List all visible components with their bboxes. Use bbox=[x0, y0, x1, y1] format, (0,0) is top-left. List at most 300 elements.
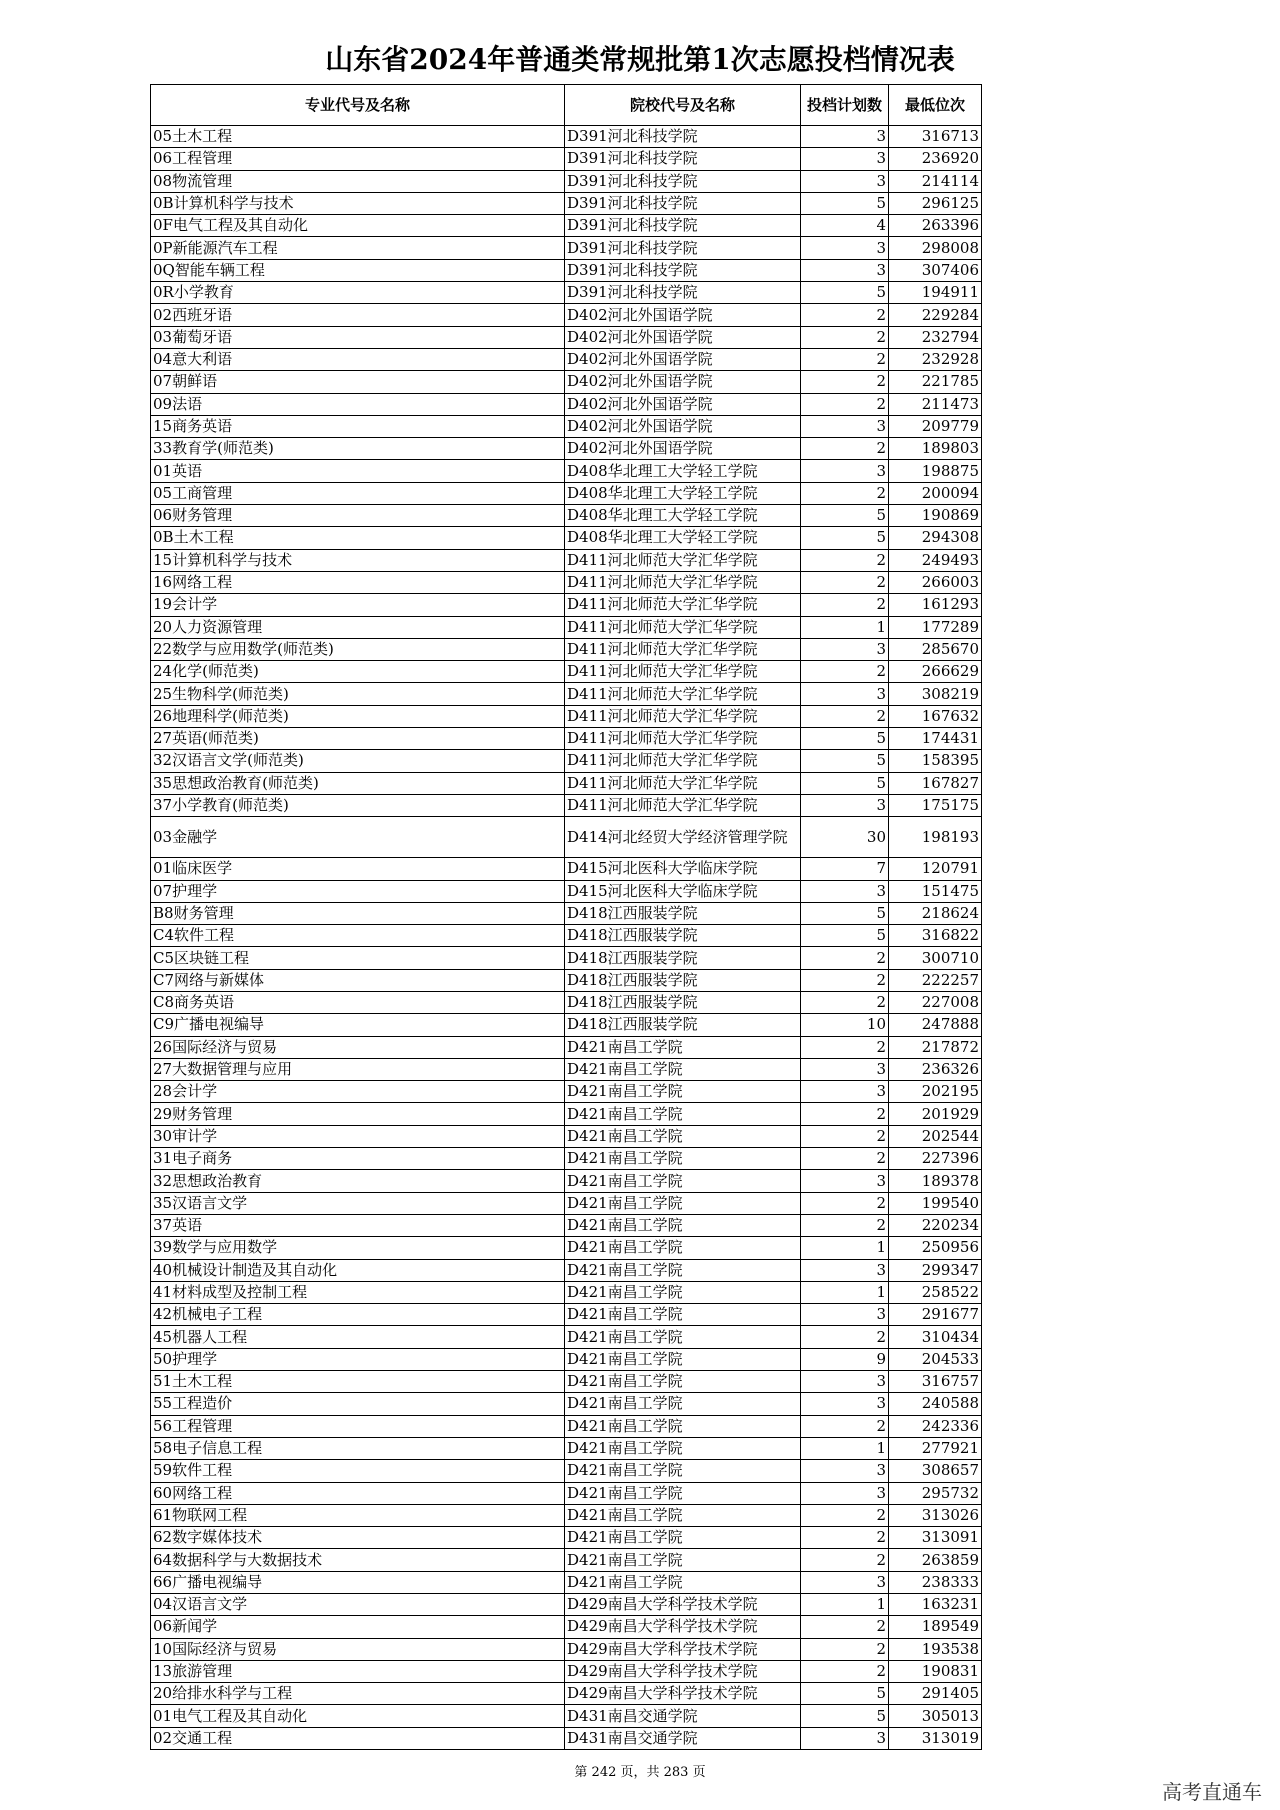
rank-cell: 240588 bbox=[889, 1393, 982, 1415]
table-row bbox=[151, 415, 982, 437]
rank-cell: 232928 bbox=[889, 348, 982, 370]
plan-cell: 2 bbox=[801, 549, 889, 571]
plan-cell: 2 bbox=[801, 1527, 889, 1549]
table-row bbox=[151, 571, 982, 593]
school-cell: D421南昌工学院 bbox=[565, 1192, 801, 1214]
plan-cell: 5 bbox=[801, 925, 889, 947]
table-row bbox=[151, 126, 982, 148]
rank-cell: 266003 bbox=[889, 571, 982, 593]
major-cell: 03葡萄牙语 bbox=[151, 326, 565, 348]
major-cell: C8商务英语 bbox=[151, 991, 565, 1013]
table-row bbox=[151, 1326, 982, 1348]
plan-cell: 2 bbox=[801, 393, 889, 415]
table-row bbox=[151, 880, 982, 902]
table-row bbox=[151, 1683, 982, 1705]
major-cell: C7网络与新媒体 bbox=[151, 969, 565, 991]
plan-cell: 3 bbox=[801, 683, 889, 705]
major-cell: 62数字媒体技术 bbox=[151, 1527, 565, 1549]
school-cell: D418江西服装学院 bbox=[565, 925, 801, 947]
plan-cell: 3 bbox=[801, 638, 889, 660]
plan-cell: 2 bbox=[801, 438, 889, 460]
plan-cell: 3 bbox=[801, 415, 889, 437]
major-cell: 27大数据管理与应用 bbox=[151, 1058, 565, 1080]
table-row bbox=[151, 170, 982, 192]
major-cell: 09法语 bbox=[151, 393, 565, 415]
rank-cell: 175175 bbox=[889, 794, 982, 816]
school-cell: D411河北师范大学汇华学院 bbox=[565, 772, 801, 794]
major-cell: 28会计学 bbox=[151, 1081, 565, 1103]
major-cell: 66广播电视编导 bbox=[151, 1571, 565, 1593]
table-row bbox=[151, 728, 982, 750]
major-cell: 51土木工程 bbox=[151, 1371, 565, 1393]
major-cell: 56工程管理 bbox=[151, 1415, 565, 1437]
table-row bbox=[151, 482, 982, 504]
plan-cell: 3 bbox=[801, 1727, 889, 1749]
table-row bbox=[151, 1594, 982, 1616]
rank-cell: 316822 bbox=[889, 925, 982, 947]
plan-cell: 2 bbox=[801, 1638, 889, 1660]
school-cell: D411河北师范大学汇华学院 bbox=[565, 594, 801, 616]
plan-cell: 7 bbox=[801, 858, 889, 880]
plan-cell: 2 bbox=[801, 1103, 889, 1125]
major-cell: 01英语 bbox=[151, 460, 565, 482]
rank-cell: 277921 bbox=[889, 1437, 982, 1459]
rank-cell: 295732 bbox=[889, 1482, 982, 1504]
header-major: 专业代号及名称 bbox=[151, 85, 565, 126]
header-school: 院校代号及名称 bbox=[565, 85, 801, 126]
major-cell: 35汉语言文学 bbox=[151, 1192, 565, 1214]
rank-cell: 200094 bbox=[889, 482, 982, 504]
plan-cell: 5 bbox=[801, 527, 889, 549]
table-body bbox=[151, 126, 982, 1750]
table-row bbox=[151, 1371, 982, 1393]
major-cell: C5区块链工程 bbox=[151, 947, 565, 969]
major-cell: 29财务管理 bbox=[151, 1103, 565, 1125]
table-row bbox=[151, 969, 982, 991]
school-cell: D431南昌交通学院 bbox=[565, 1727, 801, 1749]
rank-cell: 190831 bbox=[889, 1660, 982, 1682]
school-cell: D408华北理工大学轻工学院 bbox=[565, 460, 801, 482]
rank-cell: 158395 bbox=[889, 750, 982, 772]
major-cell: 25生物科学(师范类) bbox=[151, 683, 565, 705]
rank-cell: 209779 bbox=[889, 415, 982, 437]
table-row bbox=[151, 549, 982, 571]
school-cell: D421南昌工学院 bbox=[565, 1371, 801, 1393]
school-cell: D429南昌大学科学技术学院 bbox=[565, 1683, 801, 1705]
school-cell: D421南昌工学院 bbox=[565, 1348, 801, 1370]
plan-cell: 3 bbox=[801, 460, 889, 482]
major-cell: 0Q智能车辆工程 bbox=[151, 259, 565, 281]
school-cell: D429南昌大学科学技术学院 bbox=[565, 1638, 801, 1660]
rank-cell: 189378 bbox=[889, 1170, 982, 1192]
major-cell: 32汉语言文学(师范类) bbox=[151, 750, 565, 772]
school-cell: D391河北科技学院 bbox=[565, 148, 801, 170]
major-cell: 35思想政治教育(师范类) bbox=[151, 772, 565, 794]
rank-cell: 291405 bbox=[889, 1683, 982, 1705]
plan-cell: 10 bbox=[801, 1014, 889, 1036]
table-row bbox=[151, 1192, 982, 1214]
school-cell: D411河北师范大学汇华学院 bbox=[565, 638, 801, 660]
rank-cell: 221785 bbox=[889, 371, 982, 393]
major-cell: 01电气工程及其自动化 bbox=[151, 1705, 565, 1727]
plan-cell: 2 bbox=[801, 969, 889, 991]
rank-cell: 227396 bbox=[889, 1148, 982, 1170]
school-cell: D402河北外国语学院 bbox=[565, 326, 801, 348]
rank-cell: 296125 bbox=[889, 192, 982, 214]
plan-cell: 3 bbox=[801, 170, 889, 192]
major-cell: 13旅游管理 bbox=[151, 1660, 565, 1682]
plan-cell: 2 bbox=[801, 371, 889, 393]
rank-cell: 316713 bbox=[889, 126, 982, 148]
rank-cell: 204533 bbox=[889, 1348, 982, 1370]
plan-cell: 5 bbox=[801, 282, 889, 304]
major-cell: 61物联网工程 bbox=[151, 1504, 565, 1526]
table-row bbox=[151, 1660, 982, 1682]
school-cell: D421南昌工学院 bbox=[565, 1415, 801, 1437]
table-row bbox=[151, 348, 982, 370]
plan-cell: 3 bbox=[801, 1259, 889, 1281]
plan-cell: 30 bbox=[801, 817, 889, 858]
plan-cell: 3 bbox=[801, 1170, 889, 1192]
table-row bbox=[151, 1437, 982, 1459]
major-cell: 58电子信息工程 bbox=[151, 1437, 565, 1459]
watermark-logo: 高考直通车 bbox=[1162, 1780, 1262, 1804]
rank-cell: 310434 bbox=[889, 1326, 982, 1348]
table-row bbox=[151, 438, 982, 460]
school-cell: D408华北理工大学轻工学院 bbox=[565, 505, 801, 527]
major-cell: 60网络工程 bbox=[151, 1482, 565, 1504]
school-cell: D421南昌工学院 bbox=[565, 1125, 801, 1147]
table-row bbox=[151, 1348, 982, 1370]
table-row bbox=[151, 750, 982, 772]
major-cell: 39数学与应用数学 bbox=[151, 1237, 565, 1259]
plan-cell: 2 bbox=[801, 1326, 889, 1348]
rank-cell: 177289 bbox=[889, 616, 982, 638]
table-row bbox=[151, 1415, 982, 1437]
rank-cell: 174431 bbox=[889, 728, 982, 750]
rank-cell: 232794 bbox=[889, 326, 982, 348]
rank-cell: 218624 bbox=[889, 902, 982, 924]
school-cell: D411河北师范大学汇华学院 bbox=[565, 616, 801, 638]
table-row bbox=[151, 1616, 982, 1638]
school-cell: D408华北理工大学轻工学院 bbox=[565, 482, 801, 504]
rank-cell: 201929 bbox=[889, 1103, 982, 1125]
major-cell: 55工程造价 bbox=[151, 1393, 565, 1415]
table-row bbox=[151, 1571, 982, 1593]
school-cell: D415河北医科大学临床学院 bbox=[565, 880, 801, 902]
school-cell: D391河北科技学院 bbox=[565, 192, 801, 214]
school-cell: D421南昌工学院 bbox=[565, 1170, 801, 1192]
rank-cell: 120791 bbox=[889, 858, 982, 880]
page-title: 山东省2024年普通类常规批第1次志愿投档情况表 bbox=[325, 43, 955, 76]
school-cell: D421南昌工学院 bbox=[565, 1237, 801, 1259]
major-cell: 06财务管理 bbox=[151, 505, 565, 527]
table-row bbox=[151, 215, 982, 237]
plan-cell: 2 bbox=[801, 1549, 889, 1571]
rank-cell: 242336 bbox=[889, 1415, 982, 1437]
table-row bbox=[151, 1705, 982, 1727]
table-header-row bbox=[151, 85, 982, 126]
table-row bbox=[151, 1259, 982, 1281]
plan-cell: 3 bbox=[801, 880, 889, 902]
school-cell: D408华北理工大学轻工学院 bbox=[565, 527, 801, 549]
major-cell: 37小学教育(师范类) bbox=[151, 794, 565, 816]
school-cell: D391河北科技学院 bbox=[565, 282, 801, 304]
table-row bbox=[151, 282, 982, 304]
plan-cell: 3 bbox=[801, 148, 889, 170]
plan-cell: 5 bbox=[801, 750, 889, 772]
page-footer: 第 242 页，共 283 页 bbox=[574, 1765, 706, 1780]
plan-cell: 3 bbox=[801, 1081, 889, 1103]
table-row bbox=[151, 192, 982, 214]
plan-cell: 2 bbox=[801, 1036, 889, 1058]
table-row bbox=[151, 1081, 982, 1103]
plan-cell: 1 bbox=[801, 1281, 889, 1303]
plan-cell: 5 bbox=[801, 1683, 889, 1705]
major-cell: 15商务英语 bbox=[151, 415, 565, 437]
major-cell: 0B土木工程 bbox=[151, 527, 565, 549]
school-cell: D421南昌工学院 bbox=[565, 1549, 801, 1571]
plan-cell: 2 bbox=[801, 1616, 889, 1638]
school-cell: D402河北外国语学院 bbox=[565, 304, 801, 326]
major-cell: 50护理学 bbox=[151, 1348, 565, 1370]
table-row bbox=[151, 1460, 982, 1482]
major-cell: 19会计学 bbox=[151, 594, 565, 616]
school-cell: D421南昌工学院 bbox=[565, 1460, 801, 1482]
table-row bbox=[151, 705, 982, 727]
plan-cell: 2 bbox=[801, 482, 889, 504]
table-row bbox=[151, 1549, 982, 1571]
major-cell: 26国际经济与贸易 bbox=[151, 1036, 565, 1058]
school-cell: D411河北师范大学汇华学院 bbox=[565, 571, 801, 593]
plan-cell: 5 bbox=[801, 728, 889, 750]
rank-cell: 167632 bbox=[889, 705, 982, 727]
school-cell: D421南昌工学院 bbox=[565, 1504, 801, 1526]
table-row bbox=[151, 947, 982, 969]
plan-cell: 2 bbox=[801, 1125, 889, 1147]
school-cell: D402河北外国语学院 bbox=[565, 415, 801, 437]
school-cell: D411河北师范大学汇华学院 bbox=[565, 750, 801, 772]
major-cell: 26地理科学(师范类) bbox=[151, 705, 565, 727]
school-cell: D429南昌大学科学技术学院 bbox=[565, 1660, 801, 1682]
school-cell: D391河北科技学院 bbox=[565, 215, 801, 237]
plan-cell: 3 bbox=[801, 1460, 889, 1482]
major-cell: 31电子商务 bbox=[151, 1148, 565, 1170]
table-row bbox=[151, 925, 982, 947]
school-cell: D418江西服装学院 bbox=[565, 947, 801, 969]
rank-cell: 263859 bbox=[889, 1549, 982, 1571]
school-cell: D391河北科技学院 bbox=[565, 170, 801, 192]
school-cell: D411河北师范大学汇华学院 bbox=[565, 705, 801, 727]
plan-cell: 1 bbox=[801, 616, 889, 638]
rank-cell: 238333 bbox=[889, 1571, 982, 1593]
table-row bbox=[151, 683, 982, 705]
rank-cell: 193538 bbox=[889, 1638, 982, 1660]
table-row bbox=[151, 393, 982, 415]
table-row bbox=[151, 1170, 982, 1192]
school-cell: D421南昌工学院 bbox=[565, 1058, 801, 1080]
school-cell: D421南昌工学院 bbox=[565, 1036, 801, 1058]
table-row bbox=[151, 902, 982, 924]
rank-cell: 249493 bbox=[889, 549, 982, 571]
rank-cell: 294308 bbox=[889, 527, 982, 549]
major-cell: 24化学(师范类) bbox=[151, 661, 565, 683]
table-row bbox=[151, 460, 982, 482]
major-cell: 0F电气工程及其自动化 bbox=[151, 215, 565, 237]
plan-cell: 3 bbox=[801, 237, 889, 259]
school-cell: D414河北经贸大学经济管理学院 bbox=[565, 817, 801, 858]
school-cell: D418江西服装学院 bbox=[565, 1014, 801, 1036]
school-cell: D421南昌工学院 bbox=[565, 1259, 801, 1281]
major-cell: 42机械电子工程 bbox=[151, 1304, 565, 1326]
plan-cell: 5 bbox=[801, 1705, 889, 1727]
school-cell: D421南昌工学院 bbox=[565, 1281, 801, 1303]
rank-cell: 298008 bbox=[889, 237, 982, 259]
rank-cell: 190869 bbox=[889, 505, 982, 527]
rank-cell: 163231 bbox=[889, 1594, 982, 1616]
school-cell: D421南昌工学院 bbox=[565, 1103, 801, 1125]
major-cell: 05工商管理 bbox=[151, 482, 565, 504]
plan-cell: 1 bbox=[801, 1437, 889, 1459]
table-row bbox=[151, 794, 982, 816]
major-cell: 04汉语言文学 bbox=[151, 1594, 565, 1616]
major-cell: 0B计算机科学与技术 bbox=[151, 192, 565, 214]
major-cell: C9广播电视编导 bbox=[151, 1014, 565, 1036]
table-row bbox=[151, 1014, 982, 1036]
major-cell: 27英语(师范类) bbox=[151, 728, 565, 750]
rank-cell: 199540 bbox=[889, 1192, 982, 1214]
major-cell: 02西班牙语 bbox=[151, 304, 565, 326]
school-cell: D391河北科技学院 bbox=[565, 259, 801, 281]
major-cell: 06新闻学 bbox=[151, 1616, 565, 1638]
major-cell: 59软件工程 bbox=[151, 1460, 565, 1482]
rank-cell: 194911 bbox=[889, 282, 982, 304]
table-row bbox=[151, 1281, 982, 1303]
major-cell: 10国际经济与贸易 bbox=[151, 1638, 565, 1660]
plan-cell: 2 bbox=[801, 991, 889, 1013]
school-cell: D415河北医科大学临床学院 bbox=[565, 858, 801, 880]
major-cell: 02交通工程 bbox=[151, 1727, 565, 1749]
major-cell: 45机器人工程 bbox=[151, 1326, 565, 1348]
school-cell: D421南昌工学院 bbox=[565, 1326, 801, 1348]
plan-cell: 3 bbox=[801, 1304, 889, 1326]
plan-cell: 3 bbox=[801, 126, 889, 148]
rank-cell: 313091 bbox=[889, 1527, 982, 1549]
table-row bbox=[151, 1504, 982, 1526]
plan-cell: 4 bbox=[801, 215, 889, 237]
rank-cell: 217872 bbox=[889, 1036, 982, 1058]
table-row bbox=[151, 371, 982, 393]
school-cell: D418江西服装学院 bbox=[565, 902, 801, 924]
major-cell: 15计算机科学与技术 bbox=[151, 549, 565, 571]
rank-cell: 263396 bbox=[889, 215, 982, 237]
school-cell: D421南昌工学院 bbox=[565, 1148, 801, 1170]
school-cell: D421南昌工学院 bbox=[565, 1081, 801, 1103]
school-cell: D429南昌大学科学技术学院 bbox=[565, 1616, 801, 1638]
major-cell: 37英语 bbox=[151, 1214, 565, 1236]
major-cell: B8财务管理 bbox=[151, 902, 565, 924]
school-cell: D421南昌工学院 bbox=[565, 1214, 801, 1236]
rank-cell: 198193 bbox=[889, 817, 982, 858]
major-cell: 08物流管理 bbox=[151, 170, 565, 192]
school-cell: D402河北外国语学院 bbox=[565, 348, 801, 370]
plan-cell: 3 bbox=[801, 794, 889, 816]
school-cell: D421南昌工学院 bbox=[565, 1527, 801, 1549]
school-cell: D411河北师范大学汇华学院 bbox=[565, 683, 801, 705]
rank-cell: 236920 bbox=[889, 148, 982, 170]
plan-cell: 2 bbox=[801, 1192, 889, 1214]
plan-cell: 2 bbox=[801, 1504, 889, 1526]
plan-cell: 3 bbox=[801, 1371, 889, 1393]
plan-cell: 2 bbox=[801, 1214, 889, 1236]
table-row bbox=[151, 527, 982, 549]
table-row bbox=[151, 1058, 982, 1080]
table-row bbox=[151, 505, 982, 527]
table-row bbox=[151, 1638, 982, 1660]
rank-cell: 202544 bbox=[889, 1125, 982, 1147]
rank-cell: 229284 bbox=[889, 304, 982, 326]
school-cell: D421南昌工学院 bbox=[565, 1571, 801, 1593]
rank-cell: 247888 bbox=[889, 1014, 982, 1036]
rank-cell: 198875 bbox=[889, 460, 982, 482]
admission-table bbox=[150, 84, 982, 1750]
table-row bbox=[151, 259, 982, 281]
major-cell: 33教育学(师范类) bbox=[151, 438, 565, 460]
plan-cell: 2 bbox=[801, 705, 889, 727]
rank-cell: 316757 bbox=[889, 1371, 982, 1393]
plan-cell: 2 bbox=[801, 571, 889, 593]
table-row bbox=[151, 817, 982, 858]
plan-cell: 5 bbox=[801, 772, 889, 794]
plan-cell: 3 bbox=[801, 1482, 889, 1504]
plan-cell: 9 bbox=[801, 1348, 889, 1370]
major-cell: 05土木工程 bbox=[151, 126, 565, 148]
major-cell: 0R小学教育 bbox=[151, 282, 565, 304]
major-cell: 16网络工程 bbox=[151, 571, 565, 593]
plan-cell: 2 bbox=[801, 594, 889, 616]
major-cell: 04意大利语 bbox=[151, 348, 565, 370]
table-row bbox=[151, 991, 982, 1013]
table-row bbox=[151, 616, 982, 638]
school-cell: D421南昌工学院 bbox=[565, 1393, 801, 1415]
table-row bbox=[151, 661, 982, 683]
table-row bbox=[151, 638, 982, 660]
major-cell: 30审计学 bbox=[151, 1125, 565, 1147]
table-row bbox=[151, 1214, 982, 1236]
major-cell: 01临床医学 bbox=[151, 858, 565, 880]
major-cell: 40机械设计制造及其自动化 bbox=[151, 1259, 565, 1281]
school-cell: D402河北外国语学院 bbox=[565, 438, 801, 460]
rank-cell: 285670 bbox=[889, 638, 982, 660]
table-row bbox=[151, 1103, 982, 1125]
major-cell: 03金融学 bbox=[151, 817, 565, 858]
school-cell: D431南昌交通学院 bbox=[565, 1705, 801, 1727]
school-cell: D411河北师范大学汇华学院 bbox=[565, 549, 801, 571]
school-cell: D411河北师范大学汇华学院 bbox=[565, 728, 801, 750]
school-cell: D402河北外国语学院 bbox=[565, 371, 801, 393]
plan-cell: 5 bbox=[801, 192, 889, 214]
rank-cell: 167827 bbox=[889, 772, 982, 794]
rank-cell: 214114 bbox=[889, 170, 982, 192]
rank-cell: 308219 bbox=[889, 683, 982, 705]
table-row bbox=[151, 772, 982, 794]
major-cell: 07朝鲜语 bbox=[151, 371, 565, 393]
plan-cell: 3 bbox=[801, 259, 889, 281]
school-cell: D418江西服装学院 bbox=[565, 969, 801, 991]
rank-cell: 250956 bbox=[889, 1237, 982, 1259]
table-row bbox=[151, 326, 982, 348]
plan-cell: 2 bbox=[801, 1660, 889, 1682]
